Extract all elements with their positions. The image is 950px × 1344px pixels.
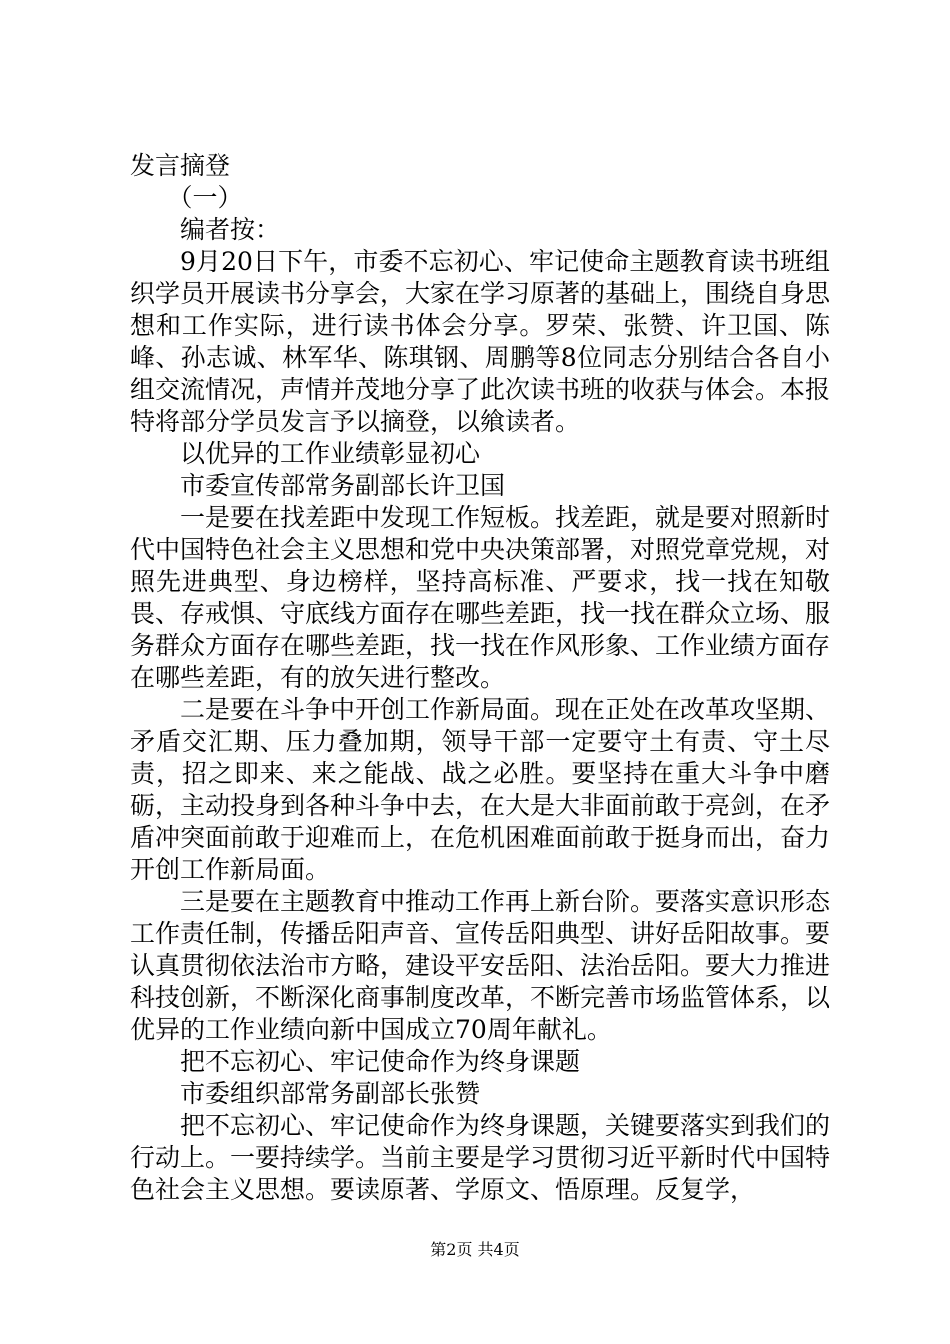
speech-title-1: 以优异的工作业绩彰显初心 <box>180 439 481 468</box>
document-body <box>130 150 830 1206</box>
paragraph-point-3: 三是要在主题教育中推动工作再上新台阶。要落实意识形态工作责任制，传播岳阳声音、宣传岳阳典型、讲好岳阳故事。要认真贯彻依法治市方略，建设平安岳阳、法治岳阳。要大力推进科技创新，不断深化商事制度改革，不断完善市场监管体系，以优异的工作业绩向新中国成立70周年献礼。 <box>130 887 831 1044</box>
paragraph-speech-2: 把不忘初心、牢记使命作为终身课题，关键要落实到我们的行动上。一要持续学。当前主要是学习贯彻习近平新时代中国特色社会主义思想。要读原著、学原文、悟原理。反复学， <box>130 1111 831 1204</box>
page-number-footer: 第2页 共4页 <box>430 1240 520 1259</box>
paragraph-point-2: 二是要在斗争中开创工作新局面。现在正处在改革攻坚期、矛盾交汇期、压力叠加期，领导干部一定要守土有责、守土尽责，招之即来、来之能战、战之必胜。要坚持在重大斗争中磨砺，主动投身到各种斗争中去，在大是大非面前敢于亮剑，在矛盾冲突面前敢于迎难而上，在危机困难面前敢于挺身而出，奋力开创工作新局面。 <box>130 695 831 884</box>
speaker-1: 市委宣传部常务副部长许卫国 <box>180 471 506 500</box>
speech-title-2: 把不忘初心、牢记使命作为终身课题 <box>180 1047 581 1076</box>
paragraph-editor-note: 9月20日下午，市委不忘初心、牢记使命主题教育读书班组织学员开展读书分享会，大家在学习原著的基础上，围绕自身思想和工作实际，进行读书体会分享。罗荣、张赞、许卫国、陈峰、孙志诚、林军华、陈琪钢、周鹏等8位同志分别结合各自小组交流情况，声情并茂地分享了此次读书班的收获与体会。本报特将部分学员发言予以摘登，以飨读者。 <box>130 247 831 436</box>
speaker-2: 市委组织部常务副部长张赞 <box>180 1079 481 1108</box>
document-title: 发言摘登 <box>130 151 231 180</box>
paragraph-editor-note-label: 编者按： <box>180 215 281 244</box>
paragraph-point-1: 一是要在找差距中发现工作短板。找差距，就是要对照新时代中国特色社会主义思想和党中央决策部署，对照党章党规，对照先进典型、身边榜样，坚持高标准、严要求，找一找在知敬畏、存戒惧、守底线方面存在哪些差距，找一找在群众立场、服务群众方面存在哪些差距，找一找在作风形象、工作业绩方面存在哪些差距，有的放矢进行整改。 <box>130 503 831 692</box>
section-number: （一） <box>167 183 243 212</box>
